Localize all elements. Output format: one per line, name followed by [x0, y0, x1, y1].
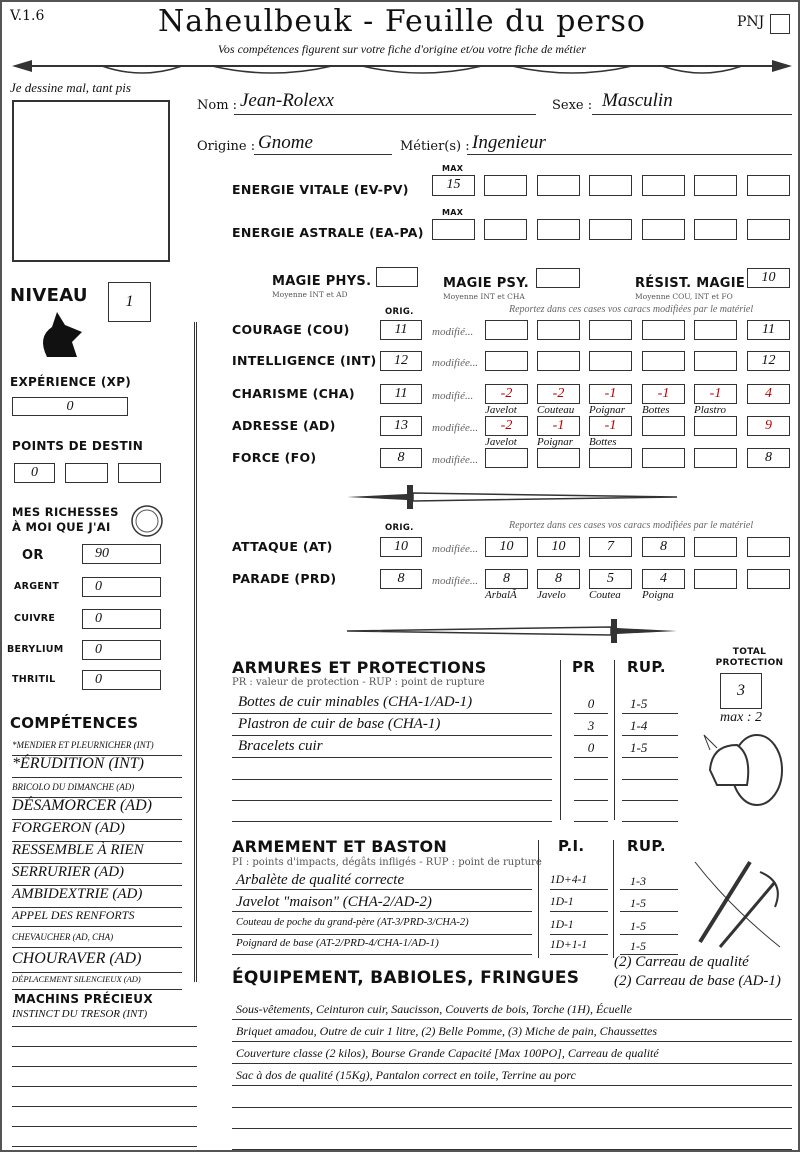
skill-item[interactable]: CHEVAUCHER (AD, CHA) [12, 932, 114, 942]
armor-rup[interactable]: 1-5 [630, 696, 648, 711]
armor-rup[interactable]: 1-4 [630, 718, 648, 733]
magie-psy-field[interactable] [536, 268, 580, 288]
weapon-overflow-1: (2) Carreau de qualité [614, 954, 749, 970]
weapon-line [232, 911, 532, 912]
destin-field-3[interactable] [118, 463, 161, 483]
skill-line [12, 989, 182, 990]
resist-magie-field[interactable]: 10 [747, 268, 790, 288]
arrow-banner-decoration [12, 56, 792, 80]
stat-mod-box[interactable]: -1 [589, 416, 632, 436]
xp-label: EXPÉRIENCE (XP) [10, 375, 132, 389]
stat-mod-box[interactable]: -2 [485, 384, 528, 404]
magie-phys-sub: Moyenne INT et AD [272, 290, 348, 299]
weapon-name[interactable]: Couteau de poche du grand-père (AT-3/PRD-3/CHA-2) [236, 917, 469, 928]
treasure-line [12, 1126, 197, 1127]
stats-hint: Reportez dans ces cases vos caracs modifiées par le matériel [509, 304, 754, 315]
ev-box[interactable] [642, 175, 685, 196]
combat-mod-box[interactable] [694, 537, 737, 557]
stat-mod-note: Bottes [589, 436, 617, 448]
equipment-item[interactable]: Briquet amadou, Outre de cuir 1 litre, (2) Belle Pomme, (3) Miche de pain, Chaussettes [236, 1024, 658, 1038]
ea-label: ENERGIE ASTRALE (EA-PA) [232, 225, 424, 240]
combat-orig[interactable]: 10 [380, 537, 422, 557]
stat-orig[interactable]: 11 [380, 320, 422, 340]
skill-item[interactable]: DÉSAMORCER (AD) [12, 797, 152, 814]
money-field[interactable]: 0 [82, 577, 161, 597]
stat-mod-box[interactable] [694, 448, 737, 468]
metier-field[interactable]: Ingenieur [472, 132, 546, 153]
armor-pr-header: PR [572, 658, 596, 676]
magie-psy-sub: Moyenne INT et CHA [443, 292, 525, 301]
weapon-overflow-2: (2) Carreau de base (AD-1) [614, 973, 781, 989]
stat-mod-box[interactable] [485, 351, 528, 371]
equipment-title: ÉQUIPEMENT, BABIOLES, FRINGUES [232, 968, 580, 988]
total-protection-field[interactable]: 3 [720, 673, 762, 709]
weapon-pi[interactable]: 1D+1-1 [550, 939, 588, 951]
weapon-line [232, 889, 532, 890]
stat-label: COURAGE (COU) [232, 322, 350, 337]
armor-pr-line [574, 735, 608, 736]
armor-pr-line [574, 713, 608, 714]
resist-magie-sub: Moyenne COU, INT et FO [635, 292, 733, 301]
equipment-line [232, 1063, 792, 1064]
weapon-name[interactable]: Poignard de base (AT-2/PRD-4/CHA-1/AD-1) [236, 937, 439, 949]
combat-mod-box[interactable]: 10 [537, 537, 580, 557]
money-field[interactable]: 0 [82, 640, 161, 660]
ea-box[interactable] [589, 219, 632, 240]
ea-box[interactable] [694, 219, 737, 240]
magie-phys-label: MAGIE PHYS. [272, 274, 372, 289]
equipment-line [232, 1149, 792, 1150]
stat-mod-box[interactable] [485, 320, 528, 340]
stat-mod-box[interactable] [694, 320, 737, 340]
combat-mod-box[interactable]: 4 [642, 569, 685, 589]
weapon-pi[interactable]: 1D+4-1 [550, 874, 588, 886]
combat-mod-note: ArbalÃ [485, 589, 517, 601]
spear-decoration [194, 322, 197, 982]
riches-label-1: MES RICHESSES [12, 505, 119, 519]
treasure-line [12, 1046, 197, 1047]
skill-item[interactable]: DÉPLACEMENT SILENCIEUX (AD) [12, 974, 141, 984]
skill-item[interactable]: RESSEMBLE À RIEN [12, 842, 144, 858]
stat-mod-box[interactable]: 11 [747, 320, 790, 340]
combat-orig-label: ORIG. [385, 523, 414, 533]
armor-pr-line [574, 800, 608, 801]
weapon-rup-line [620, 889, 678, 890]
money-label: CUIVRE [14, 613, 56, 624]
stat-orig[interactable]: 13 [380, 416, 422, 436]
weapons-rup-header: RUP. [627, 837, 666, 855]
stat-mod-box[interactable]: -2 [537, 384, 580, 404]
money-label: THRITIL [12, 674, 56, 685]
stat-mod-box[interactable] [589, 351, 632, 371]
ev-box[interactable]: 15 [432, 175, 475, 196]
stat-mod-box[interactable]: 8 [747, 448, 790, 468]
combat-orig[interactable]: 8 [380, 569, 422, 589]
stat-modified-label: modifié... [432, 390, 474, 402]
nom-label: Nom : [197, 98, 238, 113]
combat-mod-box[interactable]: 8 [485, 569, 528, 589]
stat-mod-note: Bottes [642, 404, 670, 416]
skill-item[interactable]: CHOURAVER (AD) [12, 950, 142, 967]
ev-box[interactable] [589, 175, 632, 196]
weapon-line [232, 934, 532, 935]
combat-hint: Reportez dans ces cases vos caracs modifiées par le matériel [509, 520, 754, 531]
stat-mod-box[interactable]: 4 [747, 384, 790, 404]
stat-modified-label: modifiée... [432, 422, 479, 434]
money-label: BERYLIUM [7, 644, 64, 655]
equipment-item[interactable]: Couverture classe (2 kilos), Bourse Grande Capacité [Max 100PO], Carreau de qualité [236, 1046, 659, 1060]
ea-max-label: MAX [442, 208, 464, 217]
combat-label: PARADE (PRD) [232, 571, 337, 586]
ea-box[interactable] [432, 219, 475, 240]
stat-orig[interactable]: 8 [380, 448, 422, 468]
treasure-line [12, 1086, 197, 1087]
stat-modified-label: modifié... [432, 326, 474, 338]
weapon-pi[interactable]: 1D-1 [550, 896, 574, 908]
stat-label: INTELLIGENCE (INT) [232, 353, 377, 368]
armor-line [232, 779, 552, 780]
weapon-pi-line [550, 954, 608, 955]
armor-line [232, 735, 552, 736]
armor-rup-line [622, 735, 678, 736]
combat-modified-label: modifiée... [432, 543, 479, 555]
stat-modified-label: modifiée... [432, 357, 479, 369]
skill-item[interactable]: SERRURIER (AD) [12, 864, 125, 880]
stats-orig-label: ORIG. [385, 307, 414, 317]
niveau-label: NIVEAU [10, 285, 88, 306]
total-protection-label: TOTAL PROTECTION [715, 647, 784, 668]
stat-mod-box[interactable] [642, 448, 685, 468]
combat-mod-note: Coutea [589, 589, 621, 601]
stat-orig[interactable]: 11 [380, 384, 422, 404]
armor-rup-line [622, 821, 678, 822]
crossed-weapons-icon [690, 857, 785, 952]
skill-item[interactable]: AMBIDEXTRIE (AD) [12, 886, 143, 902]
stat-mod-box[interactable]: -2 [485, 416, 528, 436]
weapon-pi-line [550, 889, 608, 890]
money-field[interactable]: 90 [82, 544, 161, 564]
resist-magie-label: RÉSIST. MAGIE [635, 276, 746, 291]
stat-mod-box[interactable] [642, 320, 685, 340]
money-field[interactable]: 0 [82, 609, 161, 629]
skill-item[interactable]: *MENDIER ET PLEURNICHER (INT) [12, 740, 154, 750]
destin-field-2[interactable] [65, 463, 108, 483]
stat-mod-box[interactable] [537, 320, 580, 340]
armor-pr-line [574, 757, 608, 758]
combat-modified-label: modifiée... [432, 575, 479, 587]
niveau-field[interactable]: 1 [108, 282, 151, 322]
ea-box[interactable] [484, 219, 527, 240]
armor-line [232, 713, 552, 714]
combat-mod-box[interactable]: 7 [589, 537, 632, 557]
skill-line [12, 777, 182, 778]
stat-mod-box[interactable] [589, 448, 632, 468]
stat-mod-box[interactable] [589, 320, 632, 340]
treasure-item[interactable]: INSTINCT DU TRESOR (INT) [12, 1008, 148, 1020]
stat-label: FORCE (FO) [232, 450, 317, 465]
stat-mod-note: Javelot [485, 404, 517, 416]
treasure-line [12, 1026, 197, 1027]
stat-mod-note: Couteau [537, 404, 575, 416]
combat-mod-box[interactable]: 8 [642, 537, 685, 557]
stat-mod-box[interactable]: -1 [589, 384, 632, 404]
treasure-line [12, 1066, 197, 1067]
ea-box[interactable] [537, 219, 580, 240]
destin-field-1[interactable]: 0 [14, 463, 55, 483]
stat-mod-box[interactable] [694, 351, 737, 371]
armor-pr-line [574, 821, 608, 822]
armor-line [232, 757, 552, 758]
armor-rup-line [622, 757, 678, 758]
skills-title: COMPÉTENCES [10, 714, 139, 732]
ev-box[interactable] [537, 175, 580, 196]
ev-label: ENERGIE VITALE (EV-PV) [232, 182, 409, 197]
weapons-sub: PI : points d'impacts, dégâts infligés - RUP : point de rupture [232, 857, 542, 868]
stat-mod-box[interactable]: -1 [537, 416, 580, 436]
sword-decoration-2 [337, 616, 687, 646]
magie-phys-field[interactable] [376, 267, 418, 287]
armor-pr-line [574, 779, 608, 780]
weapons-pi-header: P.I. [558, 837, 585, 855]
stat-orig[interactable]: 12 [380, 351, 422, 371]
stat-mod-box[interactable]: -1 [642, 384, 685, 404]
combat-mod-note: Poigna [642, 589, 674, 601]
dragon-icon [37, 307, 85, 363]
combat-mod-note: Javelo [537, 589, 566, 601]
stat-mod-note: Poignar [537, 436, 574, 448]
sexe-label: Sexe : [552, 98, 593, 113]
weapon-rup[interactable]: 1-5 [630, 919, 646, 933]
money-label: ARGENT [14, 581, 60, 592]
destin-label: POINTS DE DESTIN [12, 439, 144, 453]
combat-mod-box[interactable] [694, 569, 737, 589]
ev-box[interactable] [694, 175, 737, 196]
stat-mod-box[interactable]: -1 [694, 384, 737, 404]
stat-mod-note: Javelot [485, 436, 517, 448]
version-label: V.1.6 [10, 8, 45, 24]
armor-rup-line [622, 800, 678, 801]
armor-title: ARMURES ET PROTECTIONS [232, 658, 487, 677]
sword-decoration [337, 482, 687, 512]
armor-rup-line [622, 713, 678, 714]
stat-mod-box[interactable] [694, 416, 737, 436]
helmet-shield-icon [702, 730, 787, 810]
stat-label: CHARISME (CHA) [232, 386, 355, 401]
magie-psy-label: MAGIE PSY. [443, 276, 530, 291]
metier-label: Métier(s) : [400, 139, 470, 154]
pnj-checkbox[interactable] [770, 14, 790, 34]
equipment-line [232, 1085, 792, 1086]
combat-mod-box[interactable]: 8 [537, 569, 580, 589]
armor-name[interactable]: Bracelets cuir [238, 738, 323, 754]
combat-mod-box[interactable]: 5 [589, 569, 632, 589]
weapon-pi-line [550, 934, 608, 935]
combat-label: ATTAQUE (AT) [232, 539, 333, 554]
pnj-label: PNJ [737, 14, 765, 30]
armor-line [232, 821, 552, 822]
treasure-line [12, 1106, 197, 1107]
xp-field[interactable]: 0 [12, 397, 128, 416]
armor-name[interactable]: Bottes de cuir minables (CHA-1/AD-1) [238, 694, 473, 710]
ea-box[interactable] [642, 219, 685, 240]
armor-pr[interactable]: 3 [587, 718, 595, 733]
weapon-rup-line [620, 911, 678, 912]
stat-mod-box[interactable]: 12 [747, 351, 790, 371]
riches-label-2: À MOI QUE J'AI [12, 520, 111, 534]
origine-field[interactable]: Gnome [258, 132, 313, 153]
weapon-line [232, 954, 532, 955]
weapon-pi[interactable]: 1D-1 [550, 919, 574, 931]
max-protection: max : 2 [720, 710, 762, 725]
stat-mod-box[interactable] [537, 351, 580, 371]
equipment-line [232, 1041, 792, 1042]
stat-modified-label: modifiée... [432, 454, 479, 466]
equipment-line [232, 1128, 792, 1129]
ev-max-label: MAX [442, 164, 464, 173]
stat-label: ADRESSE (AD) [232, 418, 336, 433]
weapon-rup[interactable]: 1-5 [630, 939, 646, 953]
weapon-name[interactable]: Javelot "maison" (CHA-2/AD-2) [236, 894, 432, 910]
stat-mod-box[interactable]: 9 [747, 416, 790, 436]
ea-box[interactable] [747, 219, 790, 240]
armor-sub: PR : valeur de protection - RUP : point de rupture [232, 677, 485, 688]
skill-line [12, 972, 182, 973]
armor-pr[interactable]: 0 [587, 740, 595, 755]
nom-field[interactable]: Jean-Rolexx [240, 90, 334, 111]
portrait-caption: Je dessine mal, tant pis [10, 80, 131, 95]
stat-mod-box[interactable] [485, 448, 528, 468]
combat-mod-box[interactable]: 10 [485, 537, 528, 557]
skill-item[interactable]: *ÉRUDITION (INT) [12, 755, 144, 772]
page-title: Naheulbeuk - Feuille du perso [158, 4, 646, 39]
stat-mod-box[interactable] [537, 448, 580, 468]
armor-rup-line [622, 779, 678, 780]
combat-mod-box[interactable] [747, 537, 790, 557]
treasure-line [12, 1146, 197, 1147]
weapon-rup-line [620, 934, 678, 935]
weapon-rup[interactable]: 1-5 [630, 896, 646, 910]
skill-item[interactable]: APPEL DES RENFORTS [12, 908, 135, 922]
stat-mod-note: Poignar [589, 404, 626, 416]
armor-pr[interactable]: 0 [587, 696, 595, 711]
money-label: OR [22, 548, 44, 563]
coin-icon [130, 504, 164, 538]
equipment-line [232, 1019, 792, 1020]
armor-name[interactable]: Plastron de cuir de base (CHA-1) [238, 716, 441, 732]
weapon-pi-line [550, 911, 608, 912]
ev-box[interactable] [484, 175, 527, 196]
skill-line [12, 947, 182, 948]
stat-mod-box[interactable] [642, 416, 685, 436]
skill-item[interactable]: BRICOLO DU DIMANCHE (AD) [12, 782, 135, 792]
treasures-title: MACHINS PRÉCIEUX [14, 992, 153, 1006]
stat-mod-box[interactable] [642, 351, 685, 371]
origine-label: Origine : [197, 139, 256, 154]
equipment-line [232, 1107, 792, 1108]
portrait-box[interactable] [12, 100, 170, 262]
stat-mod-note: Plastro [694, 404, 726, 416]
ev-box[interactable] [747, 175, 790, 196]
armor-line [232, 800, 552, 801]
money-field[interactable]: 0 [82, 670, 161, 690]
equipment-item[interactable]: Sous-vêtements, Ceinturon cuir, Saucisson, Couverts de bois, Torche (1H), Écuelle [236, 1002, 632, 1016]
armor-rup[interactable]: 1-5 [630, 740, 648, 755]
weapon-name[interactable]: Arbalète de qualité correcte [236, 872, 405, 888]
page-subtitle: Vos compétences figurent sur votre fiche d'origine et/ou votre fiche de métier [217, 42, 587, 56]
skill-line [12, 926, 182, 927]
weapons-title: ARMEMENT ET BASTON [232, 837, 448, 856]
weapon-rup-line [620, 954, 678, 955]
equipment-item[interactable]: Sac à dos de qualité (15Kg), Pantalon correct en toile, Terrine au porc [236, 1068, 576, 1082]
skill-item[interactable]: FORGERON (AD) [12, 820, 125, 836]
armor-rup-header: RUP. [627, 658, 666, 676]
sexe-field[interactable]: Masculin [602, 90, 673, 111]
combat-mod-box[interactable] [747, 569, 790, 589]
weapon-rup[interactable]: 1-3 [630, 874, 646, 888]
